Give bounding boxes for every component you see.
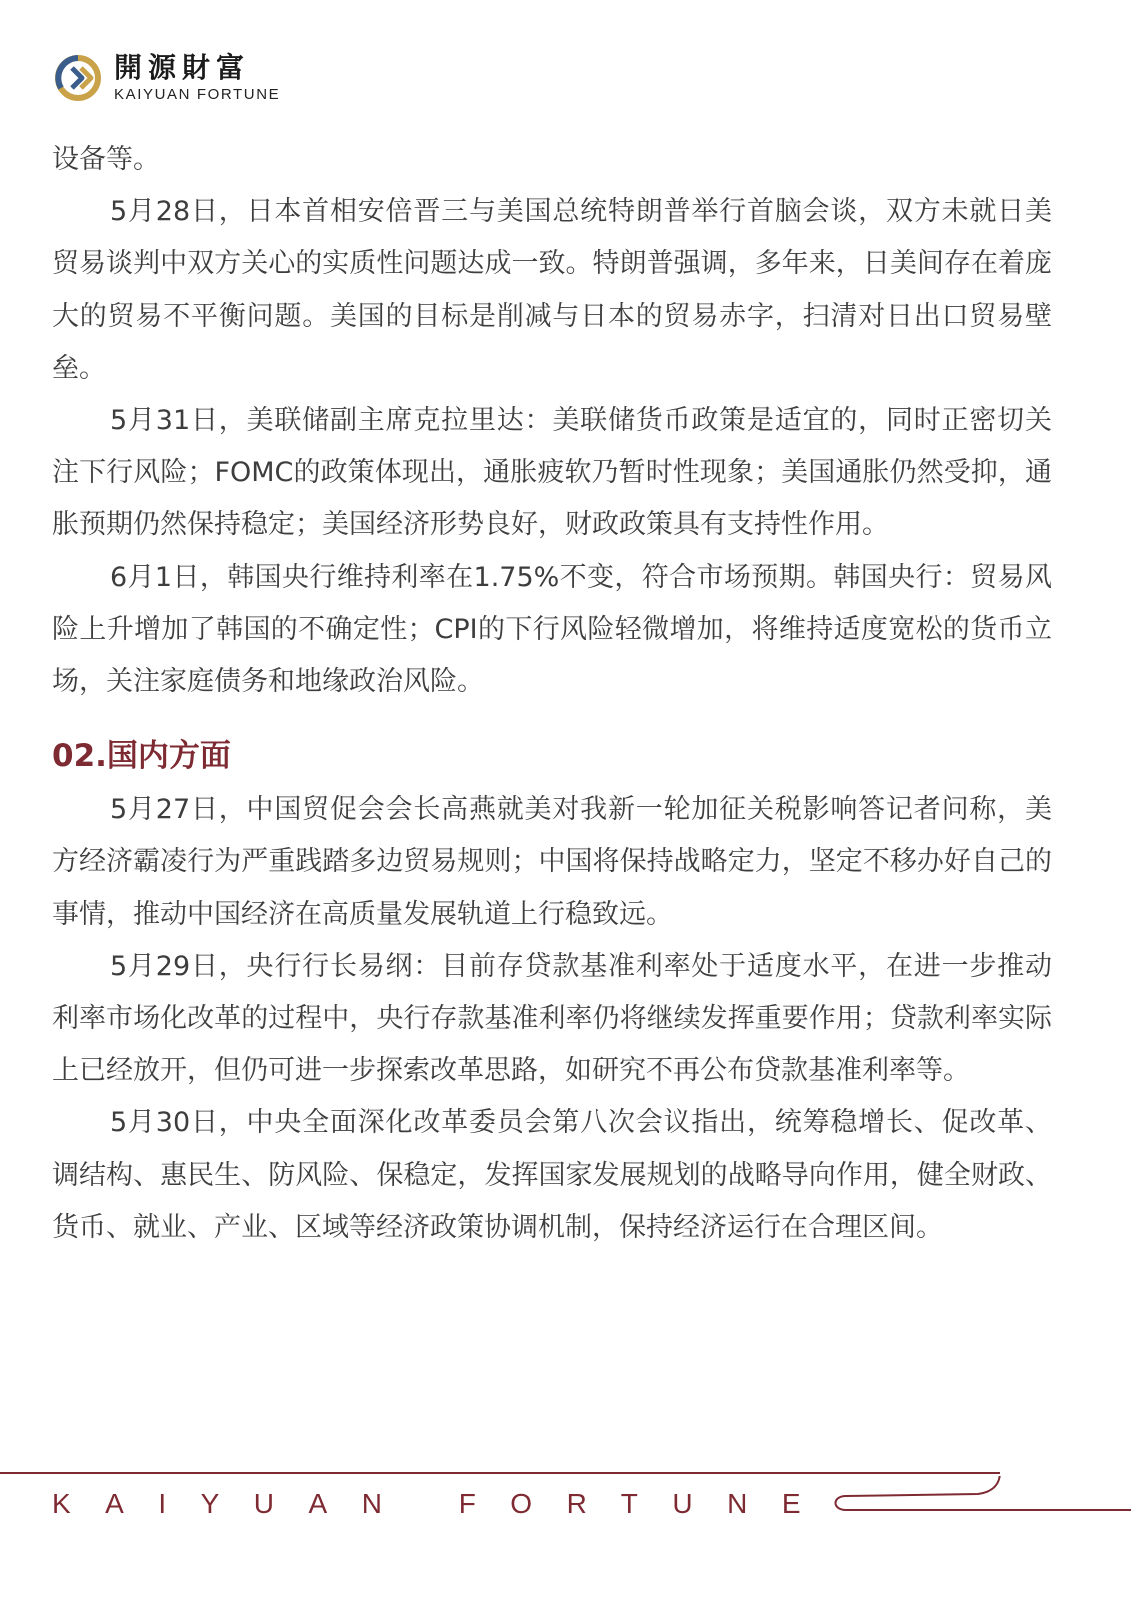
section-title-domestic: 02.国内方面 xyxy=(52,738,231,775)
footer-divider xyxy=(0,1472,1000,1474)
kaiyuan-logo-icon xyxy=(52,52,104,104)
paragraph-japan-us-talks: 5月28日，日本首相安倍晋三与美国总统特朗普举行首脑会谈，双方未就日美贸易谈判中双方关心的实质性问题达成一致。特朗普强调，多年来，日美间存在着庞大的贸易不平衡问题。美国的目标是削减与日本的贸易赤字，扫清对日出口贸易壁垒。 xyxy=(52,196,1052,384)
logo-text xyxy=(114,52,280,104)
paragraph-reform-committee: 5月30日，中央全面深化改革委员会第八次会议指出，统筹稳增长、促改革、调结构、惠民生、防风险、保稳定，发挥国家发展规划的战略导向作用，健全财政、货币、就业、产业、区域等经济政策协调机制，保持经济运行在合理区间。 xyxy=(52,1107,1052,1243)
footer-swoosh-icon xyxy=(828,1476,1131,1516)
paragraph-continuation: 设备等。 xyxy=(52,144,160,175)
paragraph-fed-clarida: 5月31日，美联储副主席克拉里达：美联储货币政策是适宜的，同时正密切关注下行风险；FOMC的政策体现出，通胀疲软乃暂时性现象；美国通胀仍然受抑，通胀预期仍然保持稳定；美国经济形势良好，财政政策具有支持性作用。 xyxy=(52,405,1052,541)
page-header xyxy=(52,50,280,106)
page-footer xyxy=(0,1460,1131,1540)
paragraph-pboc-yi-gang: 5月29日，央行行长易纲：目前存贷款基准利率处于适度水平，在进一步推动利率市场化改革的过程中，央行存款基准利率仍将继续发挥重要作用；贷款利率实际上已经放开，但仍可进一步探索改革思路，如研究不再公布贷款基准利率等。 xyxy=(52,950,1052,1087)
logo-english-name: KAIYUAN FORTUNE xyxy=(114,86,281,103)
paragraph-ccpit: 5月27日，中国贸促会会长高燕就美对我新一轮加征关税影响答记者问称，美方经济霸凌行为严重践踏多边贸易规则；中国将保持战略定力，坚定不移办好自己的事情，推动中国经济在高质量发展轨道上行稳致远。 xyxy=(52,794,1052,930)
footer-brand-text: KAIYUAN FORTUNE xyxy=(52,1488,836,1519)
logo-chinese-name: 開源財富 xyxy=(114,51,251,84)
paragraph-korea-rate: 6月1日，韩国央行维持利率在1.75%不变，符合市场预期。韩国央行：贸易风险上升增加了韩国的不确定性；CPI的下行风险轻微增加，将维持适度宽松的货币立场，关注家庭债务和地缘政治风险。 xyxy=(52,561,1052,698)
article-body xyxy=(52,134,1052,1254)
